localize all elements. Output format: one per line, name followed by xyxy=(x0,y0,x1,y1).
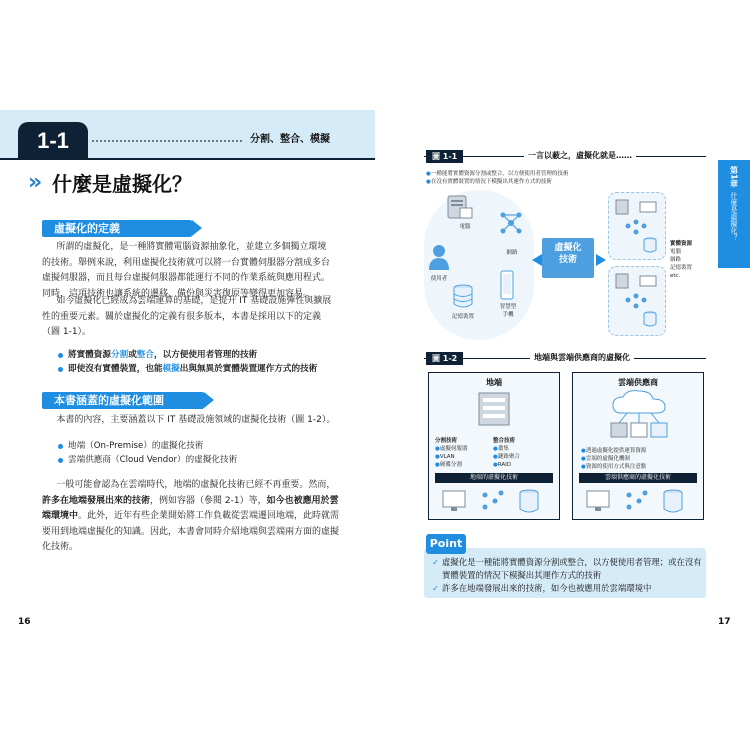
arrow-right-icon xyxy=(596,254,606,266)
storage-icon xyxy=(452,284,474,308)
physical-resources-title: 實體資源 xyxy=(670,241,693,247)
chevron-icon: » xyxy=(28,170,43,195)
definition-item-2: 即使沒有實體裝置，也能模擬出與無異於實體裝置運作方式的技術 xyxy=(58,362,338,376)
cloud-devices-icon xyxy=(583,487,693,515)
server-label: 電腦 xyxy=(459,224,471,230)
scope-item-onprem: 地端（On-Premise）的虛擬化技術 xyxy=(58,439,318,453)
scope-item-cloud: 雲端供應商（Cloud Vendor）的虛擬化技術 xyxy=(58,453,318,467)
chapter-label: 第1章 xyxy=(729,166,739,188)
smartphone-icon xyxy=(500,270,514,300)
onprem-merge-item: ●叢集 xyxy=(493,446,509,452)
figure-title: 一言以蔽之，虛擬化就是…… xyxy=(524,150,636,161)
point-item-1: ✓ 虛擬化是一種能將實體資源分割或整合，以方便使用者管理；或在沒有實體裝置的情況下模擬出其運作方式的技術 xyxy=(432,556,702,582)
user-icon xyxy=(428,244,450,270)
onprem-split-head: 分割技術 xyxy=(435,438,458,444)
onprem-merge-list xyxy=(493,437,553,469)
figure-tag: 圖 1-1 xyxy=(426,150,463,163)
point-list xyxy=(432,556,702,595)
page-title: 什麼是虛擬化？ xyxy=(52,172,192,196)
definition-list xyxy=(58,348,338,376)
onprem-footer: 地端的虛擬化技術 xyxy=(435,473,553,483)
onprem-split-item: ●硬碟分割 xyxy=(435,462,462,468)
paragraph-closing: 一般可能會認為在雲端時代，地端的虛擬化技術已經不再重要。然而，許多在地端發展出來的技術，例如容器（參閱 2-1）等，如今也被應用於雲端環境中。此外，近年有些企業開始將工作負載從雲端遷回地端，此時就需要用到地端虛擬化的知識。因此，本書會同時介紹地端與雲端兩方面的虛擬化技術。 xyxy=(42,480,340,552)
figure-bullets xyxy=(426,170,696,186)
section-number: 1-1 xyxy=(18,122,88,160)
cloud-title: 雲端供應商 xyxy=(618,378,658,387)
onprem-merge-head: 整合技術 xyxy=(493,438,516,444)
onprem-split-list xyxy=(435,437,491,469)
paragraph-scope: 本書的內容，主要涵蓋以下 IT 基礎設施領域的虛擬化技術（圖 1-2）。 xyxy=(56,415,336,425)
page-number-left: 16 xyxy=(18,617,31,627)
physical-item: 網路 xyxy=(670,257,682,263)
onprem-panel xyxy=(428,372,560,520)
cloud-item: ●透過虛擬化提供運算資源 xyxy=(581,448,647,454)
cloud-icon xyxy=(607,389,671,441)
onprem-title: 地端 xyxy=(486,378,502,387)
onprem-split-item: ●虛擬伺服器 xyxy=(435,446,468,452)
title-rule xyxy=(0,158,375,160)
virtualization-center-box: 虛擬化 技術 xyxy=(542,238,594,278)
figure-1-2 xyxy=(424,350,706,520)
user-label: 使用者 xyxy=(430,276,448,282)
figure-title: 地端與雲端供應商的虛擬化 xyxy=(530,352,634,363)
smartphone-label: 智慧型 手機 xyxy=(499,304,517,318)
cloud-items-list xyxy=(581,447,699,471)
network-icon xyxy=(498,210,524,236)
physical-item: 電腦 xyxy=(670,249,682,255)
server-icon xyxy=(446,194,474,222)
figure-1-1 xyxy=(424,148,706,344)
cloud-footer: 雲端供應商的虛擬化技術 xyxy=(579,473,697,483)
virtual-resources-bottom-icon xyxy=(614,272,660,328)
server-rack-icon xyxy=(477,391,511,427)
section-dotted-rule xyxy=(92,140,242,142)
paragraph-definition: 所謂的虛擬化，是一種將實體電腦資源抽象化，並建立多個獨立環境的技術。舉例來說，利用虛擬化技術就可以將一台實體伺服器分割成多台虛擬伺服器，而且每台虛擬伺服器都能運行不同的作業系統與應用程式。同時，這項技術也讓系統的遷移、備份與災害復原等變得更加容易。 xyxy=(42,242,331,299)
physical-item: 記憶裝置 xyxy=(670,265,693,271)
network-label: 網路 xyxy=(506,250,518,256)
storage-label: 記憶裝置 xyxy=(451,314,474,320)
page-number-right: 17 xyxy=(718,617,731,627)
chapter-title: 什麼是虛擬化？ xyxy=(730,191,738,241)
onprem-merge-item: ●鏈路聚合 xyxy=(493,454,520,460)
section-subtitle: 分割、整合、模擬 xyxy=(250,134,330,145)
figure-bullet-1: ●一種能將實體資源分割或整合，以方便使用者管理的技術 xyxy=(426,171,569,177)
cloud-item: ●雲端的虛擬化機制 xyxy=(581,456,630,462)
paragraph-definition-2: 如今虛擬化已經成為雲端運算的基礎，是提升 IT 基礎設施彈性與擴展性的重要元素。關於虛擬化的定義有很多版本，本書是採用以下的定義（圖 1-1）。 xyxy=(42,296,332,337)
definition-item-1: 將實體資源分割或整合，以方便使用者管理的技術 xyxy=(58,348,338,362)
point-item-2: ✓ 許多在地端發展出來的技術，如今也被應用於雲端環境中 xyxy=(432,582,702,595)
cloud-item: ●資源的使用方式與注意點 xyxy=(581,464,647,470)
figure-bullet-2: ●在沒有實體裝置的情況下模擬出其運作方式的技術 xyxy=(426,179,552,185)
physical-resources-list xyxy=(670,240,706,280)
point-label: Point xyxy=(426,534,466,554)
scope-list xyxy=(58,439,318,467)
cloud-panel xyxy=(572,372,704,520)
onprem-split-item: ●VLAN xyxy=(435,454,455,460)
virtual-resources-top-icon xyxy=(614,198,660,254)
onprem-devices-icon xyxy=(439,487,549,515)
onprem-merge-item: ●RAID xyxy=(493,462,512,468)
heading-definition: 虛擬化的定義 xyxy=(42,220,192,237)
arrow-left-icon xyxy=(532,254,542,266)
figure-tag: 圖 1-2 xyxy=(426,352,463,365)
heading-scope: 本書涵蓋的虛擬化範圍 xyxy=(42,392,204,409)
chapter-thumb-tab xyxy=(718,160,750,268)
physical-item: etc. xyxy=(670,273,681,279)
